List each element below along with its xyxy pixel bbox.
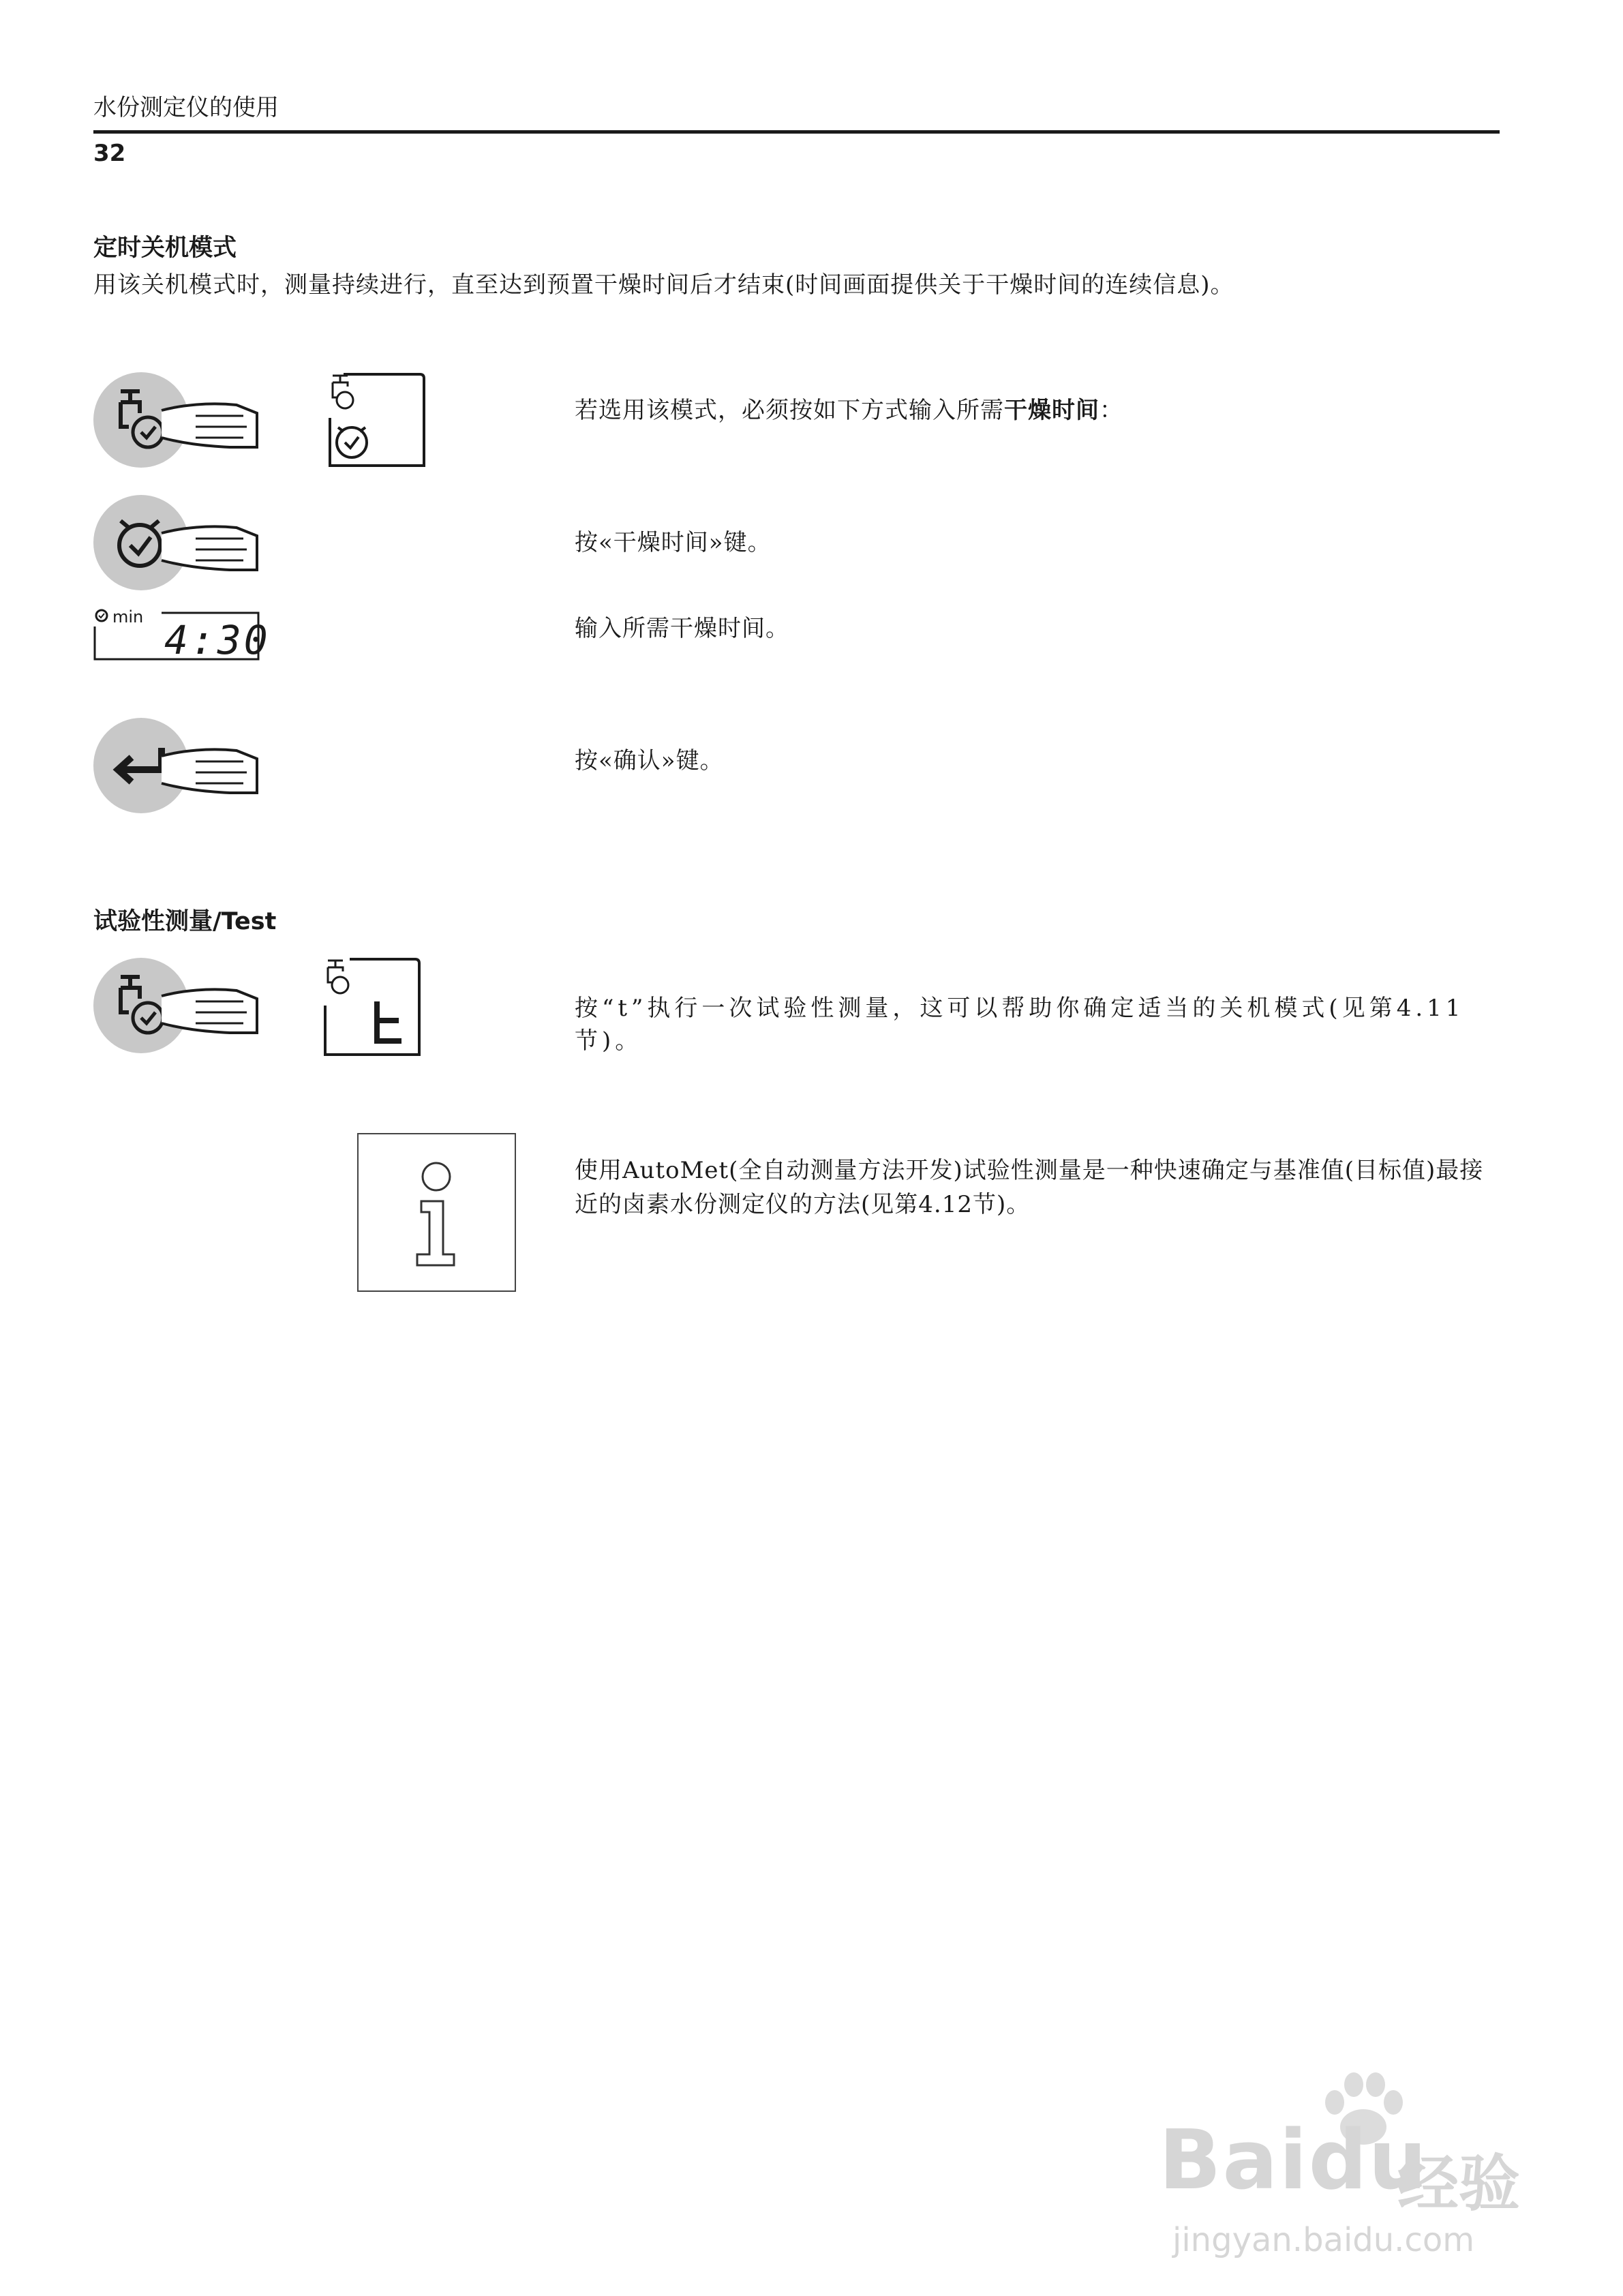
watermark xyxy=(1159,2072,1541,2263)
mode-display-icon xyxy=(327,372,426,470)
section-intro: 用该关机模式时，测量持续进行，直至达到预置干燥时间后才结束(时间画面提供关于干燥时间的连续信息)。 xyxy=(93,271,1234,299)
info-icon xyxy=(359,1134,515,1290)
step1-text: 若选用该模式，必须按如下方式输入所需干燥时间： xyxy=(575,397,1123,424)
test-step-text: 按“t”执行一次试验性测量，这可以帮助你确定适当的关机模式(见第4.11节)。 xyxy=(575,995,1465,1055)
watermark-url: jingyan.baidu.com xyxy=(1172,2221,1474,2259)
pointing-hand-icon xyxy=(162,749,257,793)
display-unit: min xyxy=(112,607,144,626)
display-value: 4:30 xyxy=(164,617,271,663)
running-header: 水份测定仪的使用 xyxy=(93,94,279,121)
watermark-brand: Baidu xyxy=(1159,2113,1428,2208)
section-heading-timed: 定时关机模式 xyxy=(93,235,237,262)
switch-off-mode-key-icon xyxy=(93,372,271,474)
info-box xyxy=(357,1133,516,1292)
step3-text: 输入所需干燥时间。 xyxy=(575,615,789,642)
step2-text: 按«干燥时间»键。 xyxy=(575,529,772,556)
header-rule xyxy=(93,130,1500,134)
page-number: 32 xyxy=(93,140,126,167)
info-note-text: 使用AutoMet(全自动测量方法开发)试验性测量是一种快速确定与基准值(目标值)最接近的卤素水份测定仪的方法(见第4.12节)。 xyxy=(575,1157,1484,1218)
time-entry-display xyxy=(93,607,271,663)
switch-off-mode-key-icon xyxy=(93,958,271,1060)
step4-text: 按«确认»键。 xyxy=(575,747,724,774)
enter-key-icon xyxy=(93,718,271,820)
pointing-hand-icon xyxy=(162,989,257,1033)
pointing-hand-icon xyxy=(162,404,257,447)
drying-time-key-icon xyxy=(93,495,271,597)
pointing-hand-icon xyxy=(162,526,257,570)
test-display-icon xyxy=(322,956,421,1059)
watermark-product: 经验 xyxy=(1397,2148,1520,2220)
section-heading-test: 试验性测量/Test xyxy=(93,908,277,935)
